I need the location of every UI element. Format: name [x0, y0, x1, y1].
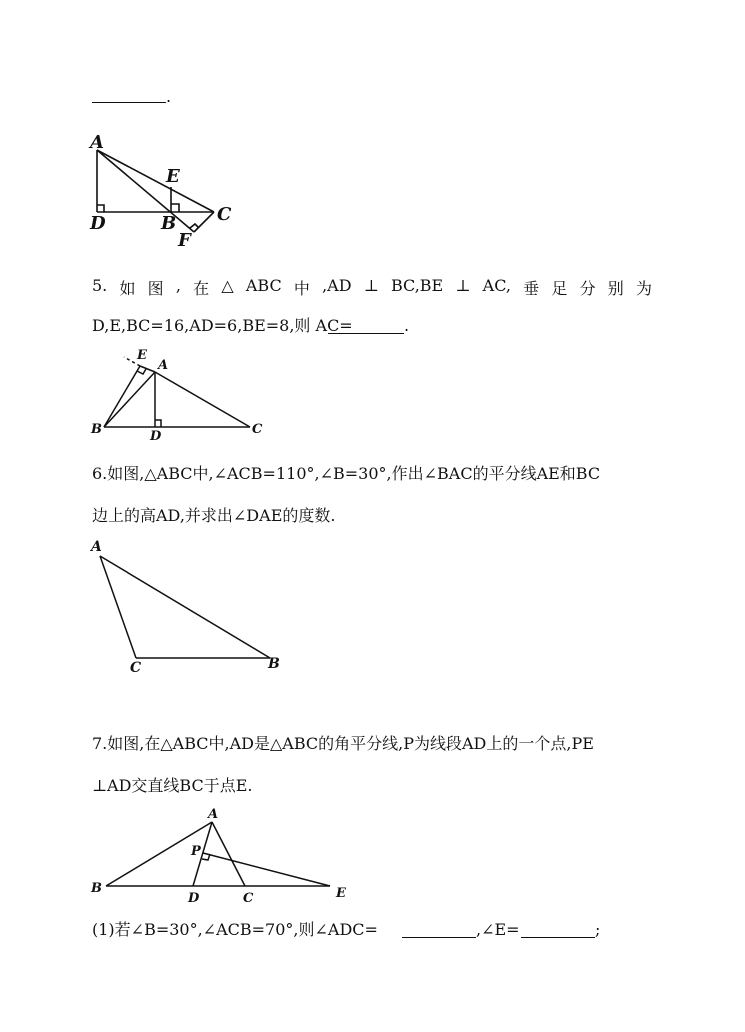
q5-part: ABC	[245, 276, 282, 295]
q5-end-punct: .	[404, 316, 410, 335]
q5-line2: D,E,BC=16,AD=6,BE=8,则 AC=	[92, 316, 353, 335]
fig3-label-C: C	[130, 660, 142, 676]
top-end-punct: .	[166, 87, 172, 106]
q6-line2: 边上的高AD,并求出∠DAE的度数.	[92, 506, 336, 525]
q5-part: 垂	[523, 279, 540, 298]
fig2-label-C: C	[252, 422, 263, 437]
fig4-label-B: B	[91, 881, 102, 896]
q5-part: ⊥	[363, 276, 379, 295]
q5-part: 为	[635, 279, 652, 298]
fig4-label-C: C	[243, 891, 254, 906]
q7-sub1-end: ;	[595, 920, 601, 939]
q5-part: 别	[607, 279, 624, 298]
q7-e-blank[interactable]	[521, 922, 595, 938]
fig1-label-D: D	[90, 213, 106, 234]
q5-part: AC,	[482, 276, 511, 295]
q5-part: BC,BE	[390, 276, 444, 295]
q5-part: 分	[579, 279, 596, 298]
fig4-label-A: A	[208, 807, 219, 822]
fig1-label-B: B	[161, 213, 177, 234]
q5-part: 在	[193, 279, 210, 298]
fig2-label-B: B	[91, 422, 102, 437]
fig1-label-E: E	[166, 166, 180, 187]
fig3-label-B: B	[268, 656, 280, 672]
fig1-label-A: A	[90, 132, 104, 153]
q5-part: 足	[551, 279, 568, 298]
fig2-label-E: E	[137, 348, 147, 363]
q5-part: ,	[175, 276, 181, 295]
q5-part: ⊥	[455, 276, 471, 295]
q7-sub1-mid: ,∠E=	[476, 920, 520, 939]
fig2-label-A: A	[158, 358, 169, 373]
q5-part: 5.	[92, 276, 108, 295]
q5-part: △	[221, 276, 234, 295]
q5-part: 如	[119, 279, 136, 298]
fig1-label-F: F	[178, 230, 191, 251]
q5-part: 图	[147, 279, 164, 298]
fig4-label-D: D	[188, 891, 200, 906]
q6-line1: 6.如图,△ABC中,∠ACB=110°,∠B=30°,作出∠BAC的平分线AE和BC	[92, 464, 601, 483]
q7-line2: ⊥AD交直线BC于点E.	[92, 776, 253, 795]
q5-part: ,AD	[322, 276, 352, 295]
q7-adc-blank[interactable]	[402, 922, 476, 938]
fig4-label-P: P	[191, 844, 201, 859]
fig1-label-C: C	[217, 204, 232, 225]
fig4-label-E: E	[336, 886, 346, 901]
q7-line1: 7.如图,在△ABC中,AD是△ABC的角平分线,P为线段AD上的一个点,PE	[92, 734, 594, 753]
q5-part: 中	[293, 279, 310, 298]
fig3-label-A: A	[91, 539, 102, 555]
fig2-label-D: D	[150, 429, 162, 444]
q7-sub1-prefix: (1)若∠B=30°,∠ACB=70°,则∠ADC=	[92, 920, 378, 939]
